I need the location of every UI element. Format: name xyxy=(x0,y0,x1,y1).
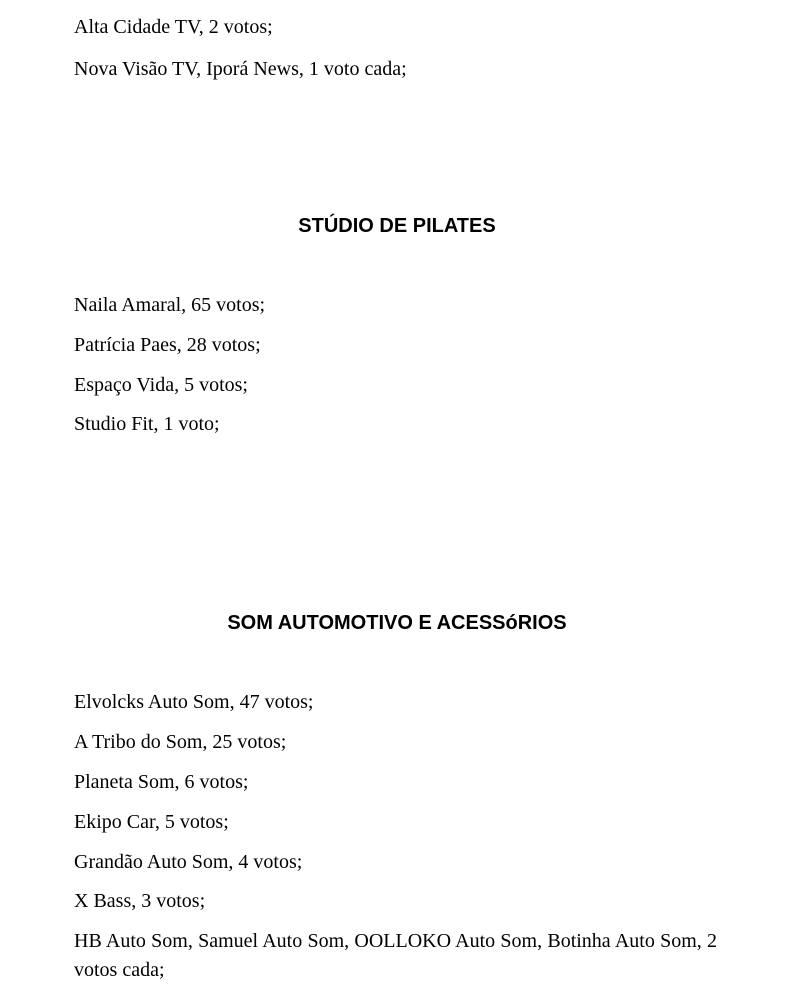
list-item: Naila Amaral, 65 votos; xyxy=(74,294,266,316)
list-item: A Tribo do Som, 25 votos; xyxy=(74,731,287,753)
list-item: Ekipo Car, 5 votos; xyxy=(74,811,229,833)
list-item: Elvolcks Auto Som, 47 votos; xyxy=(74,691,314,713)
list-item: Alta Cidade TV, 2 votos; xyxy=(74,16,273,38)
list-item: Studio Fit, 1 voto; xyxy=(74,413,220,435)
list-item: Grandão Auto Som, 4 votos; xyxy=(74,851,303,873)
list-item: Nova Visão TV, Iporá News, 1 voto cada; xyxy=(74,58,407,80)
list-item: Espaço Vida, 5 votos; xyxy=(74,374,248,396)
list-item: X Bass, 3 votos; xyxy=(74,890,206,912)
list-item: Patrícia Paes, 28 votos; xyxy=(74,334,261,356)
list-item-multiline: HB Auto Som, Samuel Auto Som, OOLLOKO Auto Som, Botinha Auto Som, 2 votos cada; xyxy=(74,930,717,981)
section-heading-pilates: STÚDIO DE PILATES xyxy=(298,215,496,237)
section-heading-som-automotivo: SOM AUTOMOTIVO E ACESSóRIOS xyxy=(227,612,567,634)
list-item: Planeta Som, 6 votos; xyxy=(74,771,249,793)
